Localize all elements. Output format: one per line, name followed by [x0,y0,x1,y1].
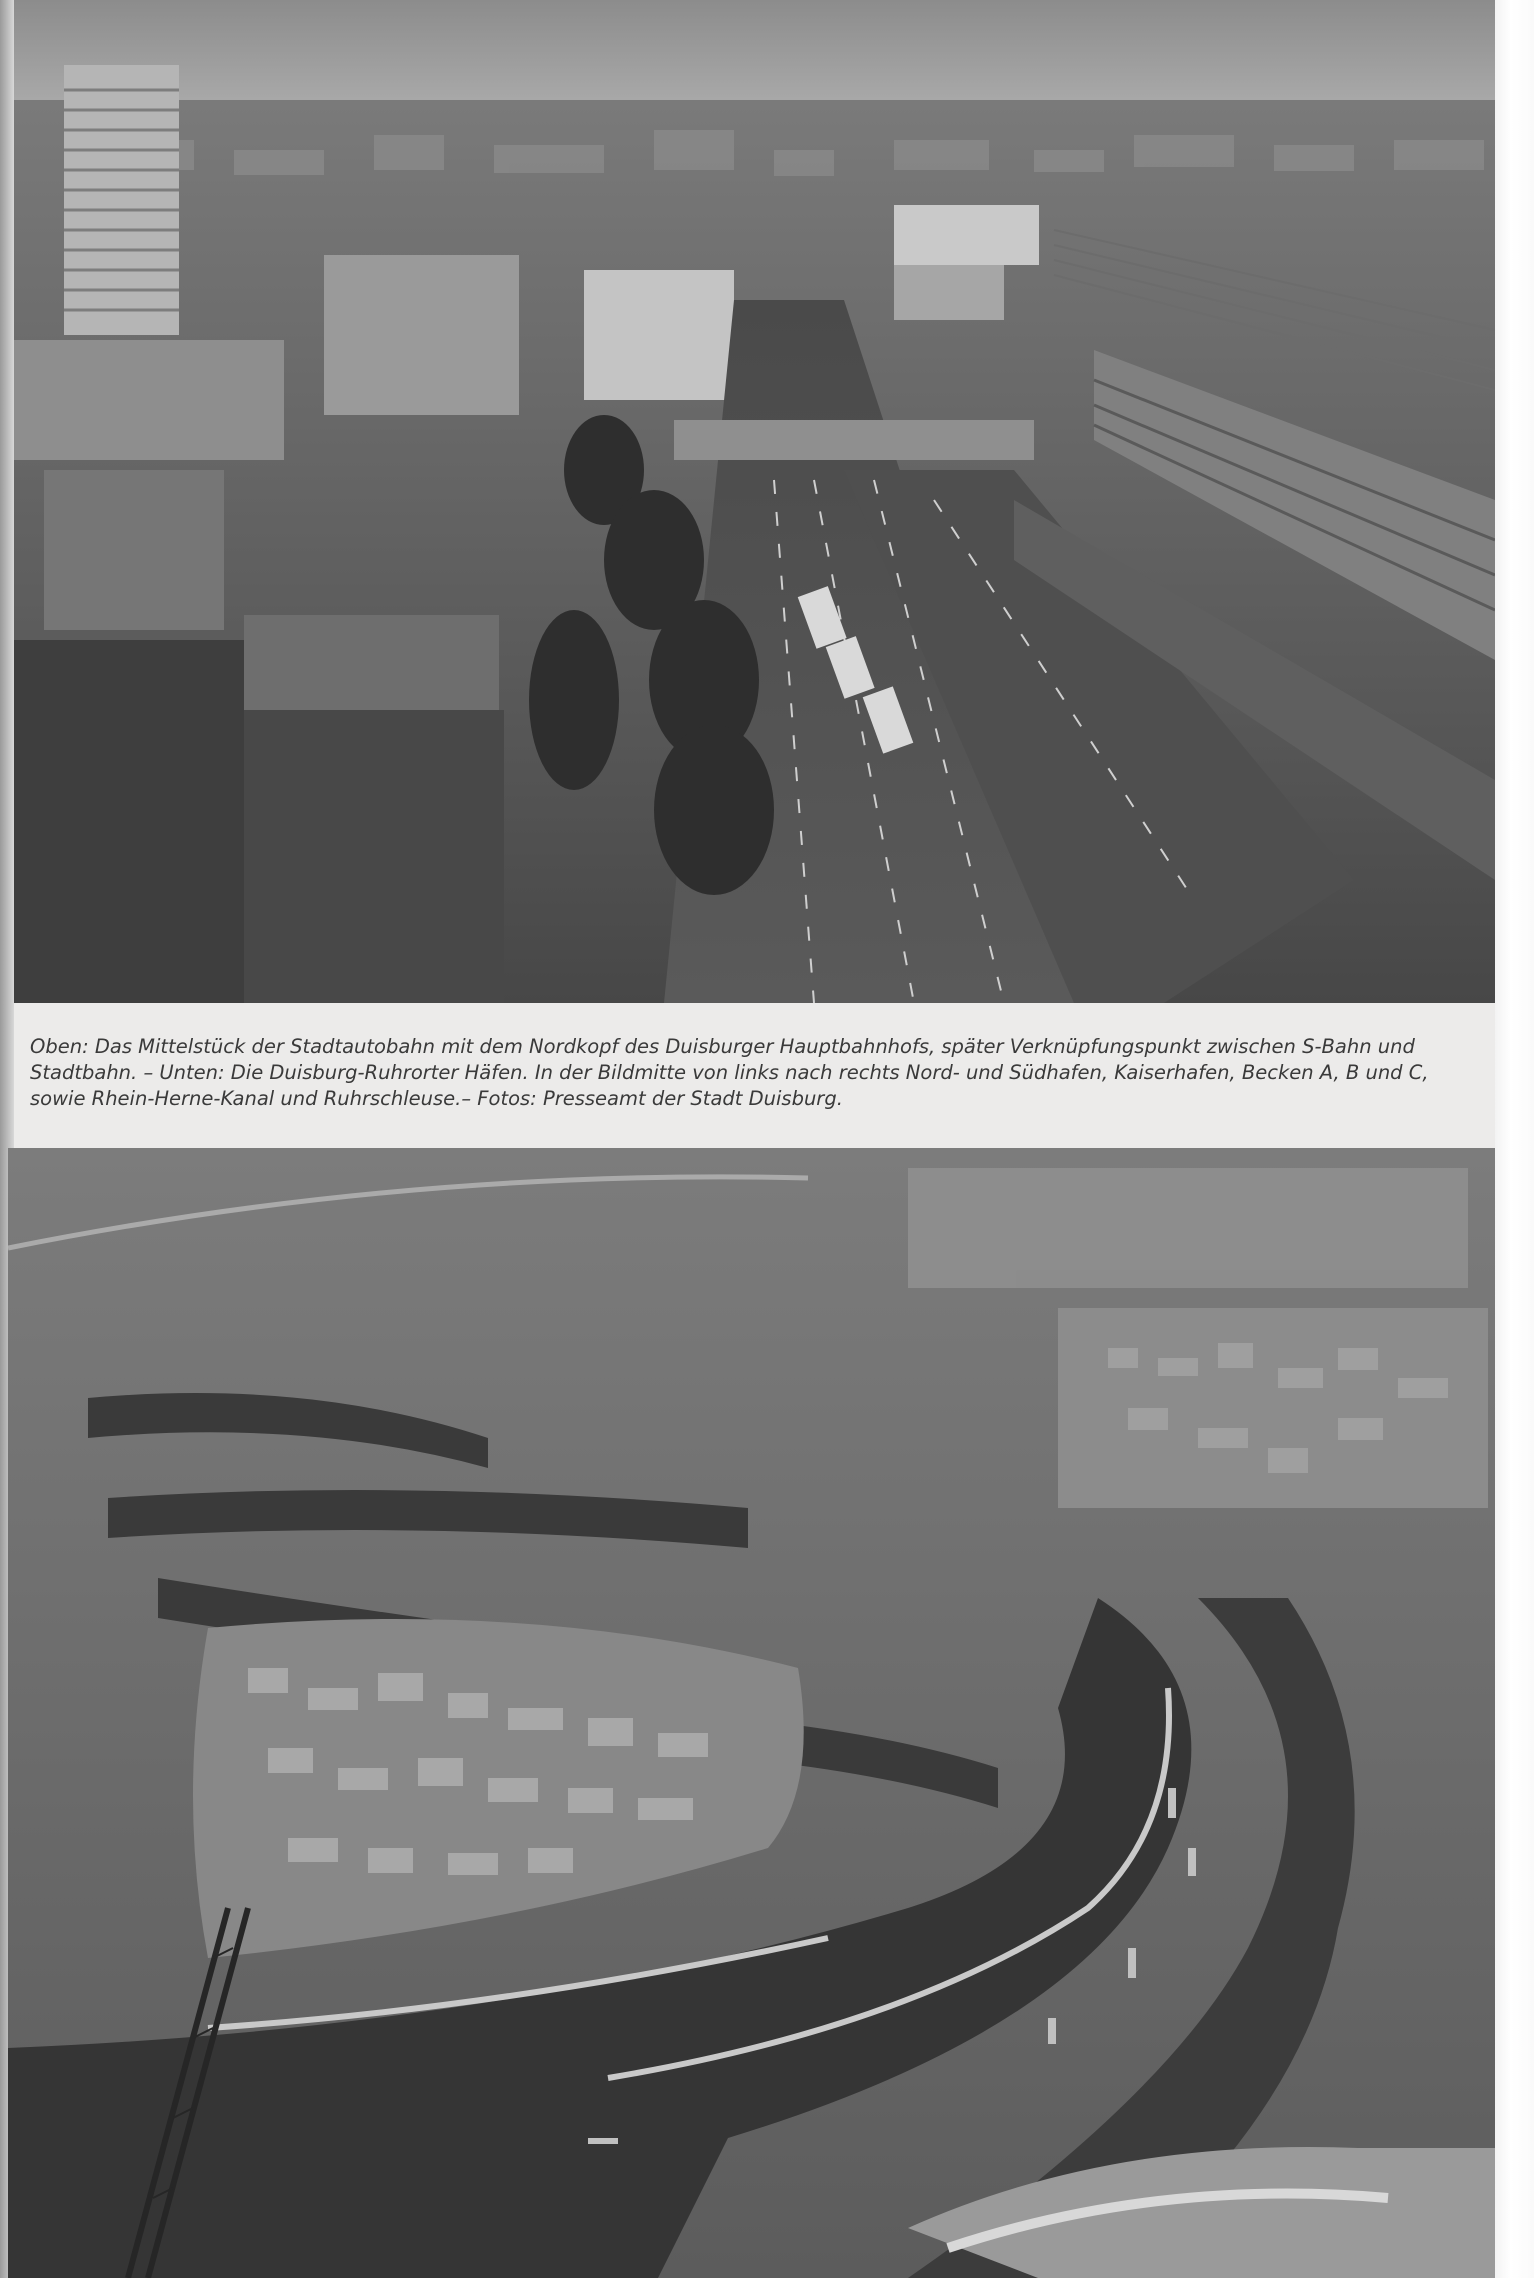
photo-caption: Oben: Das Mittelstück der Stadtautobahn mit dem Nordkopf des Duisburger Hauptbahnhofs, später Verknüpfungspunkt zwischen S-Bahn und Stadtbahn. – Unten: Die Duisburg-Ruhrorter Häfen. In der Bildmitte von links nach rechts Nord- und Südhafen, Kaiserhafen, Becken A, B und C, sowie Rhein-Herne-Kanal und Ruhrschleuse.– Fotos: Presseamt der Stadt Duisburg. [30,1035,1429,1110]
page-edge [1495,0,1534,2278]
photo-ruhrort-harbours [8,1148,1503,2278]
photo-city-motorway [14,0,1495,1003]
